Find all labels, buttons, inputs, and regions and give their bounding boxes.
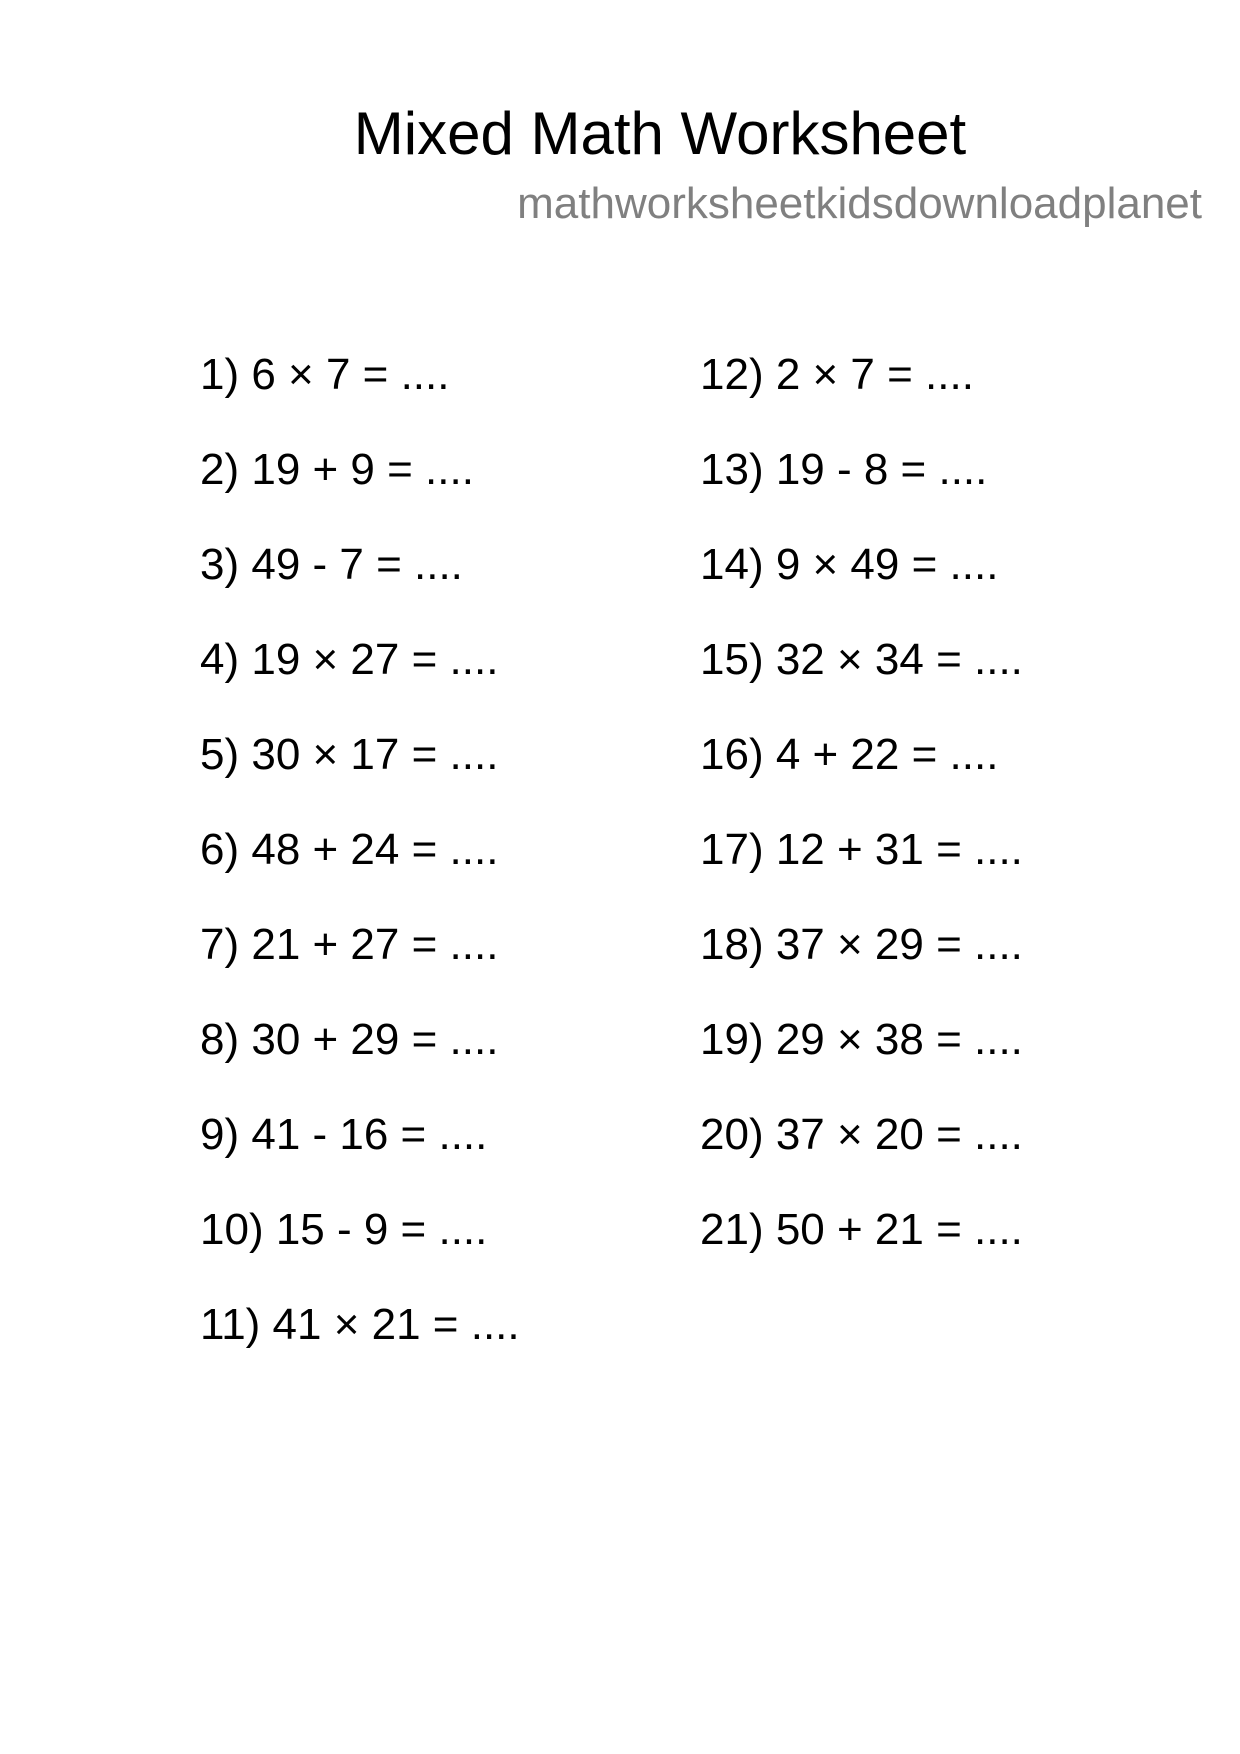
problem-item: 9) 41 - 16 = .... xyxy=(200,1110,488,1159)
problem-item: 11) 41 × 21 = .... xyxy=(200,1300,520,1349)
problem-item: 20) 37 × 20 = .... xyxy=(700,1110,1023,1159)
problem-item: 14) 9 × 49 = .... xyxy=(700,540,999,589)
problem-item: 1) 6 × 7 = .... xyxy=(200,350,450,399)
problem-list-left xyxy=(200,345,520,1390)
problem-item: 19) 29 × 38 = .... xyxy=(700,1015,1023,1064)
page-title: Mixed Math Worksheet xyxy=(353,100,967,167)
problem-item: 16) 4 + 22 = .... xyxy=(700,730,999,779)
problem-item: 8) 30 + 29 = .... xyxy=(200,1015,499,1064)
problem-item: 18) 37 × 29 = .... xyxy=(700,920,1023,969)
problem-item: 21) 50 + 21 = .... xyxy=(700,1205,1023,1254)
problem-item: 15) 32 × 34 = .... xyxy=(700,635,1023,684)
problem-item: 3) 49 - 7 = .... xyxy=(200,540,463,589)
problem-item: 17) 12 + 31 = .... xyxy=(700,825,1023,874)
problem-list-right xyxy=(700,345,1023,1295)
problem-item: 5) 30 × 17 = .... xyxy=(200,730,499,779)
problem-item: 13) 19 - 8 = .... xyxy=(700,445,988,494)
problem-item: 7) 21 + 27 = .... xyxy=(200,920,499,969)
problem-item: 10) 15 - 9 = .... xyxy=(200,1205,488,1254)
problem-item: 6) 48 + 24 = .... xyxy=(200,825,499,874)
source-caption: mathworksheetkidsdownloadplanet xyxy=(517,179,1202,228)
problem-item: 12) 2 × 7 = .... xyxy=(700,350,974,399)
problem-item: 4) 19 × 27 = .... xyxy=(200,635,499,684)
problem-item: 2) 19 + 9 = .... xyxy=(200,445,474,494)
